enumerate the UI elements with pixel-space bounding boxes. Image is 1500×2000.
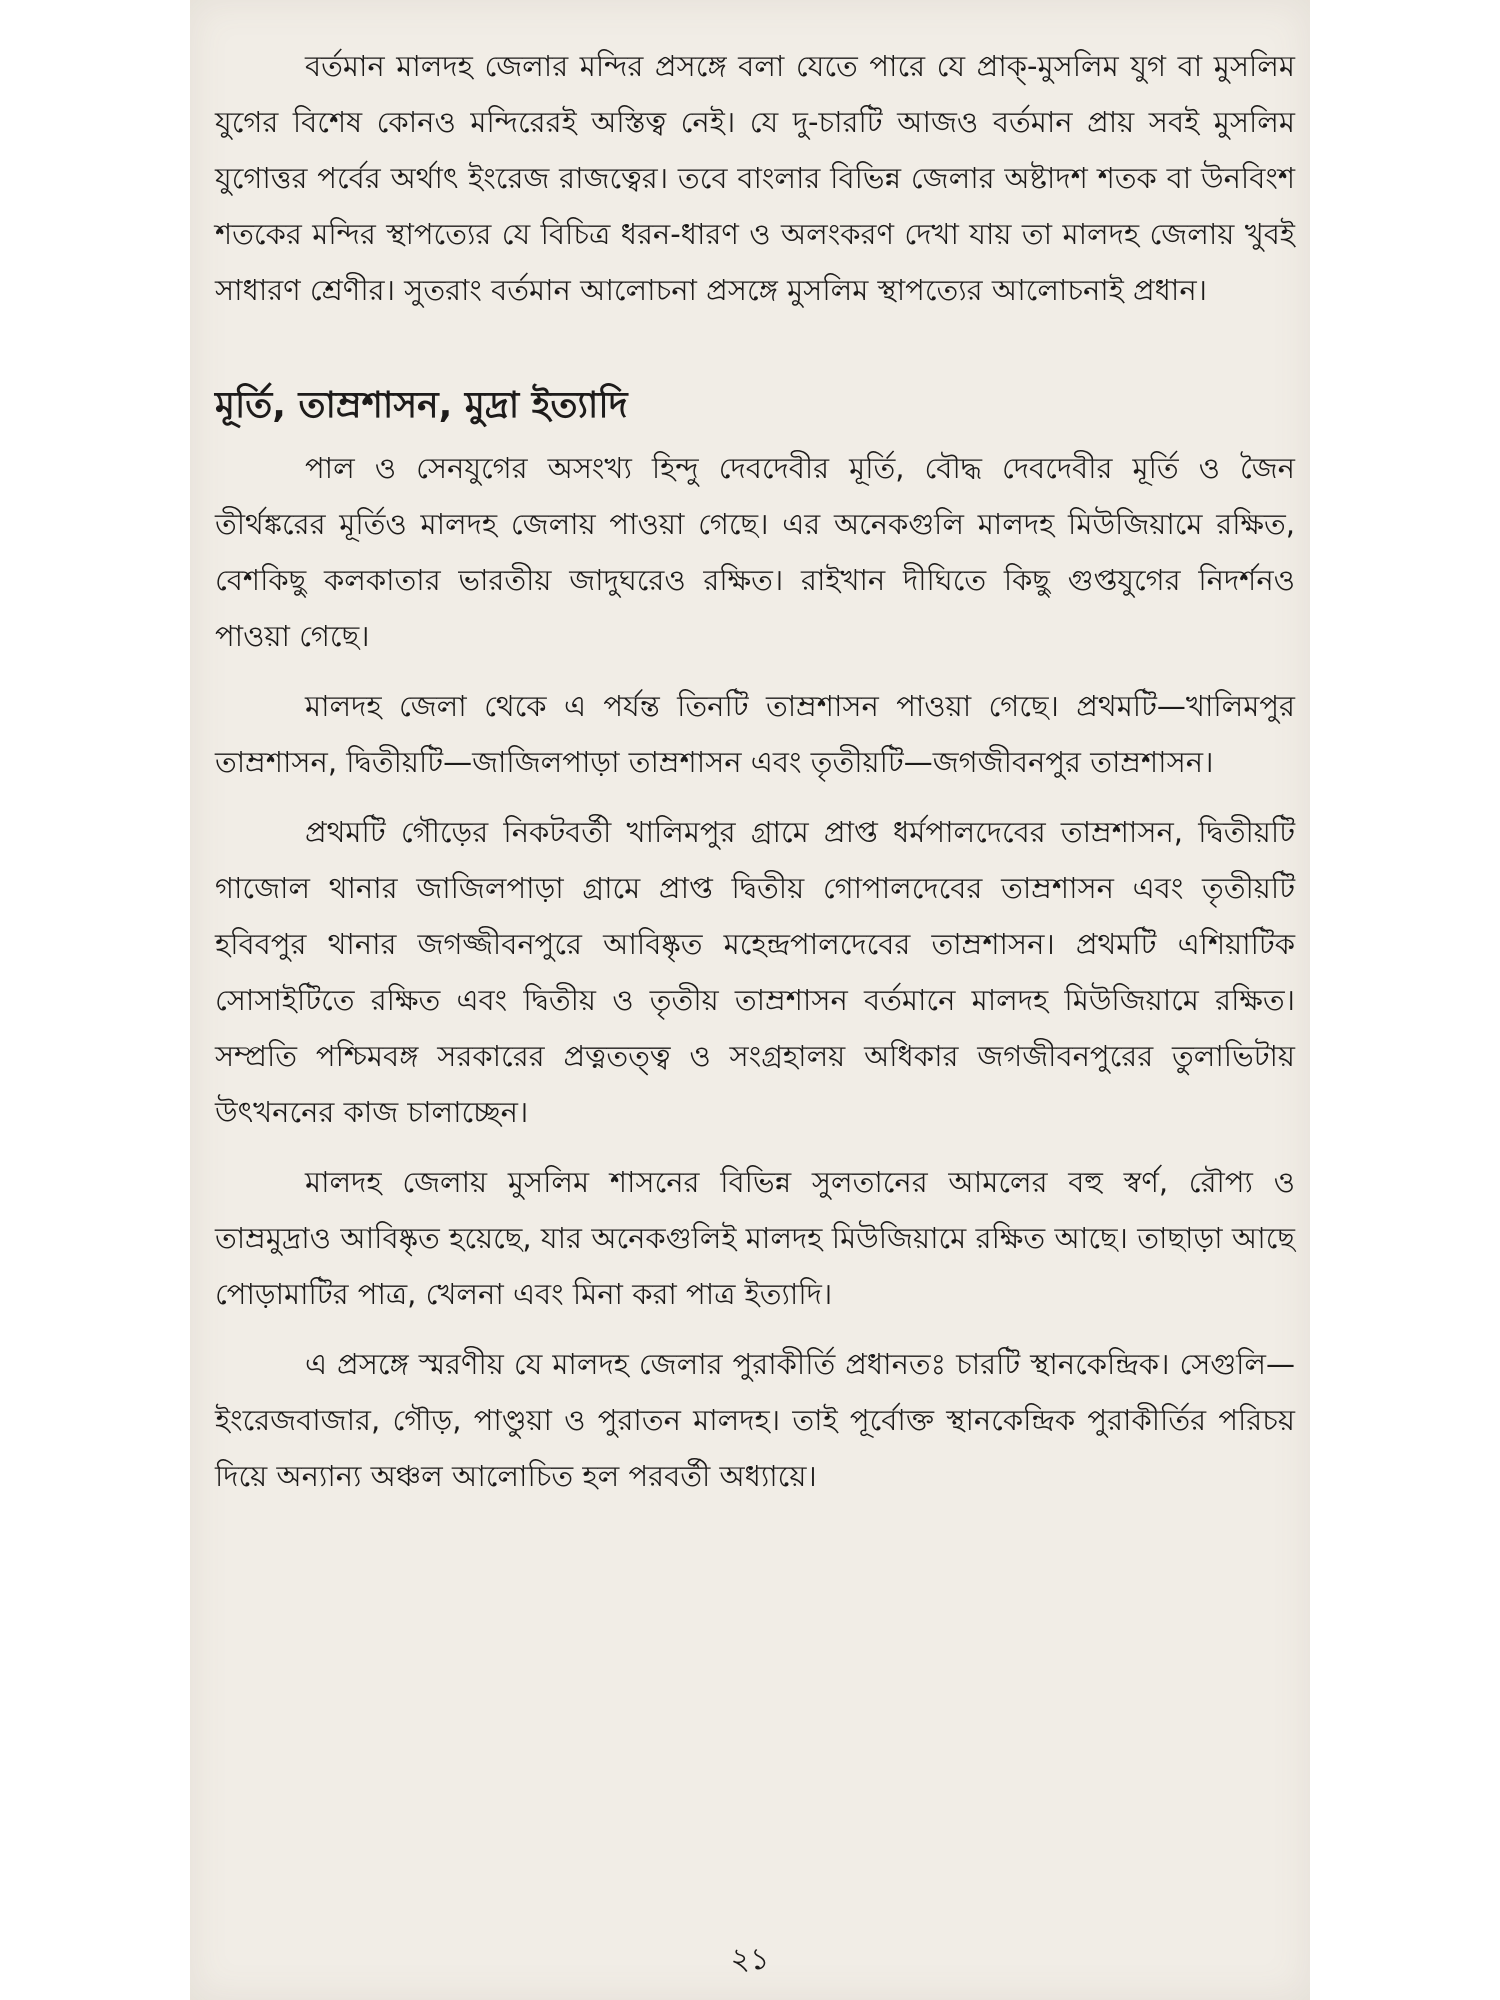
text-body <box>215 38 1295 1504</box>
paragraph-coins: মালদহ জেলায় মুসলিম শাসনের বিভিন্ন সুলতানের আমলের বহু স্বর্ণ, রৌপ্য ও তাম্রমুদ্রাও আবিষ্কৃত হয়েছে, যার অনেকগুলিই মালদহ মিউজিয়ামে রক্ষিত আছে। তাছাড়া আছে পোড়ামাটির পাত্র, খেলনা এবং মিনা করা পাত্র ইত্যাদি। <box>215 1165 1295 1311</box>
page-number: ২১ <box>730 1942 770 1977</box>
paragraph-sculptures: পাল ও সেনযুগের অসংখ্য হিন্দু দেবদেবীর মূর্তি, বৌদ্ধ দেবদেবীর মূর্তি ও জৈন তীর্থঙ্করের মূর্তিও মালদহ জেলায় পাওয়া গেছে। এর অনেকগুলি মালদহ মিউজিয়ামে রক্ষিত, বেশকিছু কলকাতার ভারতীয় জাদুঘরেও রক্ষিত। রাইখান দীঘিতে কিছু গুপ্তযুগের নিদর্শনও পাওয়া গেছে। <box>215 451 1295 653</box>
paragraph-sites: এ প্রসঙ্গে স্মরণীয় যে মালদহ জেলার পুরাকীর্তি প্রধানতঃ চারটি স্থানকেন্দ্রিক। সেগুলি—ইংরেজবাজার, গৌড়, পাণ্ডুয়া ও পুরাতন মালদহ। তাই পূর্বোক্ত স্থানকেন্দ্রিক পুরাকীর্তির পরিচয় দিয়ে অন্যান্য অঞ্চল আলোচিত হল পরবর্তী অধ্যায়ে। <box>215 1347 1295 1493</box>
paragraph-copper-plate-details: প্রথমটি গৌড়ের নিকটবর্তী খালিমপুর গ্রামে প্রাপ্ত ধর্মপালদেবের তাম্রশাসন, দ্বিতীয়টি গাজোল থানার জাজিলপাড়া গ্রামে প্রাপ্ত দ্বিতীয় গোপালদেবের তাম্রশাসন এবং তৃতীয়টি হবিবপুর থানার জগজ্জীবনপুরে আবিষ্কৃত মহেন্দ্রপালদেবের তাম্রশাসন। প্রথমটি এশিয়াটিক সোসাইটিতে রক্ষিত এবং দ্বিতীয় ও তৃতীয় তাম্রশাসন বর্তমানে মালদহ মিউজিয়ামে রক্ষিত। সম্প্রতি পশ্চিমবঙ্গ সরকারের প্রত্নতত্ত্ব ও সংগ্রহালয় অধিকার জগজীবনপুরের তুলাভিটায় উৎখননের কাজ চালাচ্ছেন। <box>215 815 1295 1129</box>
intro-paragraph: বর্তমান মালদহ জেলার মন্দির প্রসঙ্গে বলা যেতে পারে যে প্রাক্-মুসলিম যুগ বা মুসলিম যুগের বিশেষ কোনও মন্দিরেরই অস্তিত্ব নেই। যে দু-চারটি আজও বর্তমান প্রায় সবই মুসলিম যুগোত্তর পর্বের অর্থাৎ ইংরেজ রাজত্বের। তবে বাংলার বিভিন্ন জেলার অষ্টাদশ শতক বা উনবিংশ শতকের মন্দির স্থাপত্যের যে বিচিত্র ধরন-ধারণ ও অলংকরণ দেখা যায় তা মালদহ জেলায় খুবই সাধারণ শ্রেণীর। সুতরাং বর্তমান আলোচনা প্রসঙ্গে মুসলিম স্থাপত্যের আলোচনাই প্রধান। <box>215 49 1295 307</box>
paragraph-copper-plates: মালদহ জেলা থেকে এ পর্যন্ত তিনটি তাম্রশাসন পাওয়া গেছে। প্রথমটি—খালিমপুর তাম্রশাসন, দ্বিতীয়টি—জাজিলপাড়া তাম্রশাসন এবং তৃতীয়টি—জগজীবনপুর তাম্রশাসন। <box>215 689 1295 779</box>
section-heading: মূর্তি, তাম্রশাসন, মুদ্রা ইত্যাদি <box>215 385 628 426</box>
